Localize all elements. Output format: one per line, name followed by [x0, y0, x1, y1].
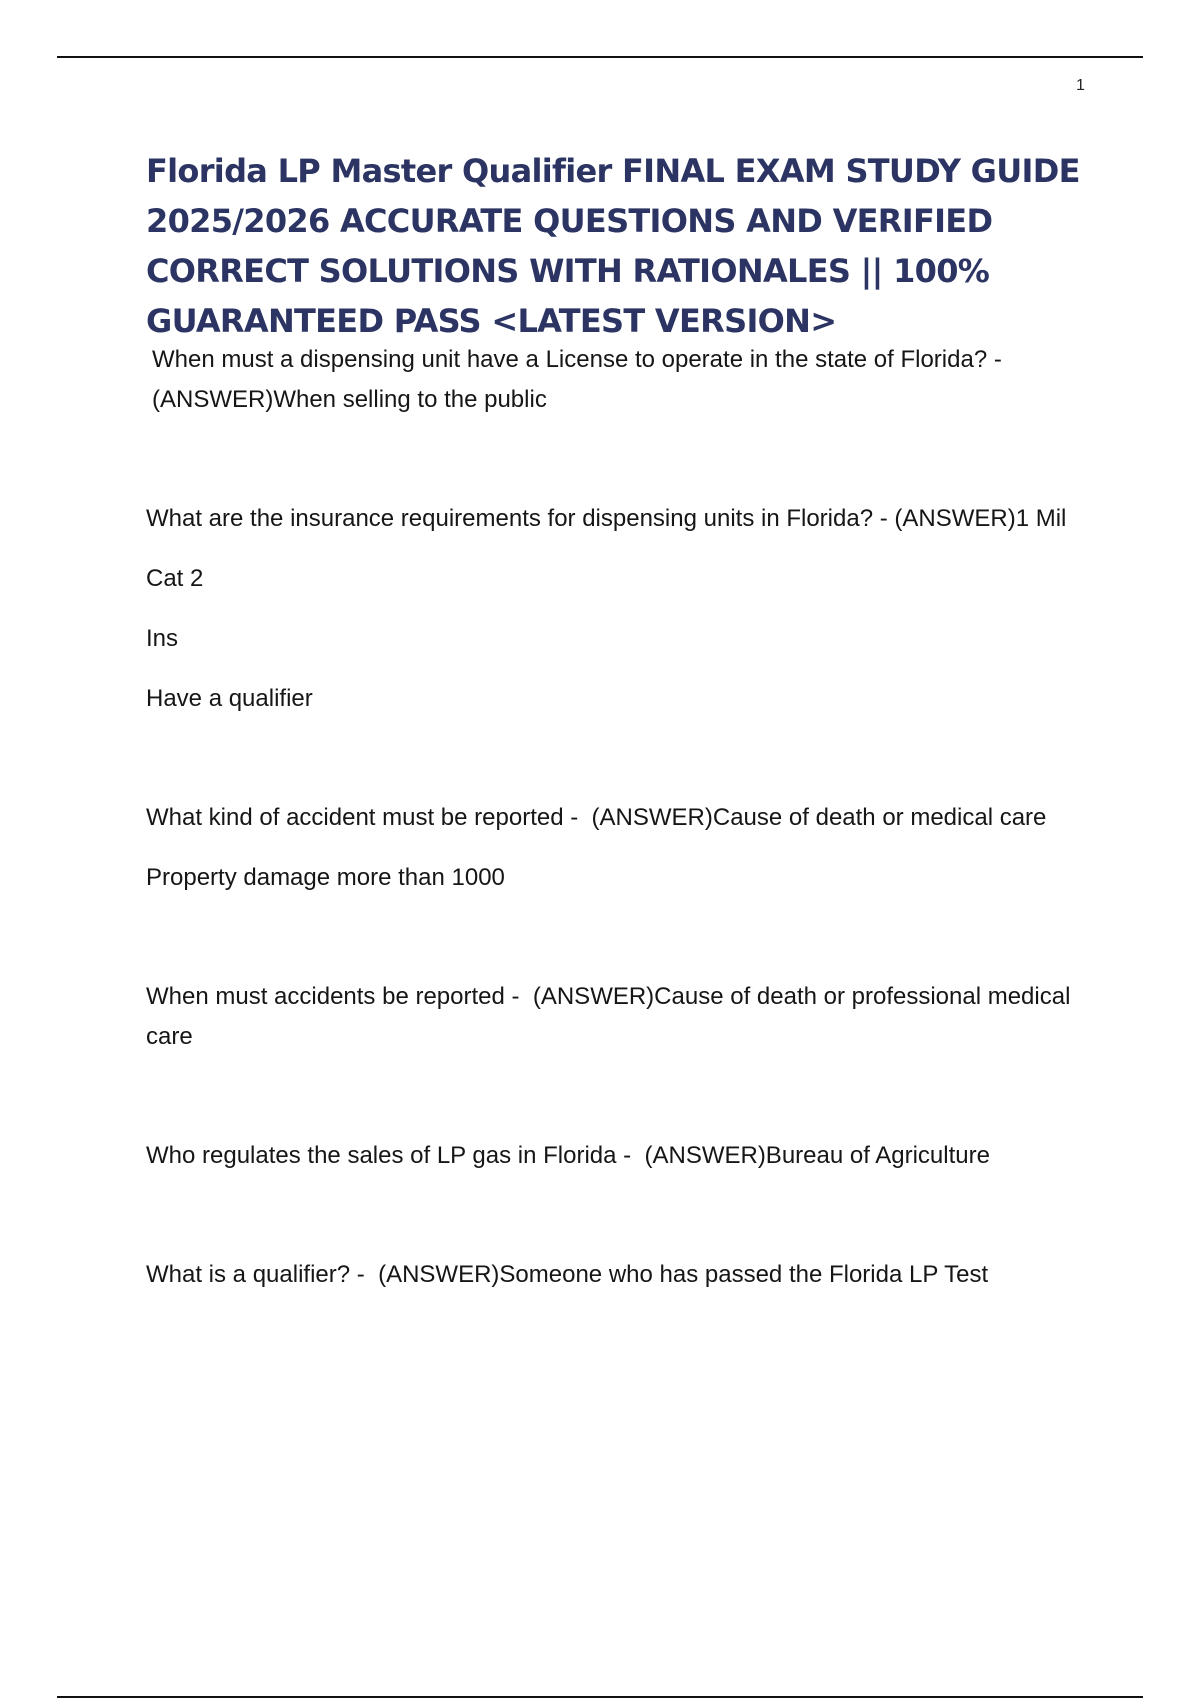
qa-item-3: What kind of accident must be reported - (ANSWER)Cause of death or medical care [146, 804, 1047, 831]
qa-item-1: When must a dispensing unit have a License to operate in the state of Florida? - (ANSWER)When selling to the public [152, 346, 1009, 413]
qa-item-6: What is a qualifier? - (ANSWER)Someone who has passed the Florida LP Test [146, 1261, 989, 1288]
qa-item-4: When must accidents be reported - (ANSWER)Cause of death or professional medical care [146, 983, 1078, 1050]
qa-item-2: What are the insurance requirements for dispensing units in Florida? - (ANSWER)1 Mil [146, 505, 1067, 532]
page-number: 1 [1076, 77, 1085, 94]
qa-content [146, 340, 1091, 1295]
header-rule [57, 56, 1143, 58]
document-title: Florida LP Master Qualifier FINAL EXAM STUDY GUIDE 2025/2026 ACCURATE QUESTIONS AND VERIFIED CORRECT SOLUTIONS WITH RATIONALES || 100% GUARANTEED PASS <LATEST VERSION> [146, 152, 1080, 340]
footer-rule [57, 1696, 1143, 1698]
qa-item-2-line-2: Ins [146, 625, 179, 652]
qa-item-2-line-1: Cat 2 [146, 565, 204, 592]
qa-item-5: Who regulates the sales of LP gas in Florida - (ANSWER)Bureau of Agriculture [146, 1142, 990, 1169]
qa-item-2-line-3: Have a qualifier [146, 685, 313, 712]
qa-item-3-line-1: Property damage more than 1000 [146, 864, 505, 891]
